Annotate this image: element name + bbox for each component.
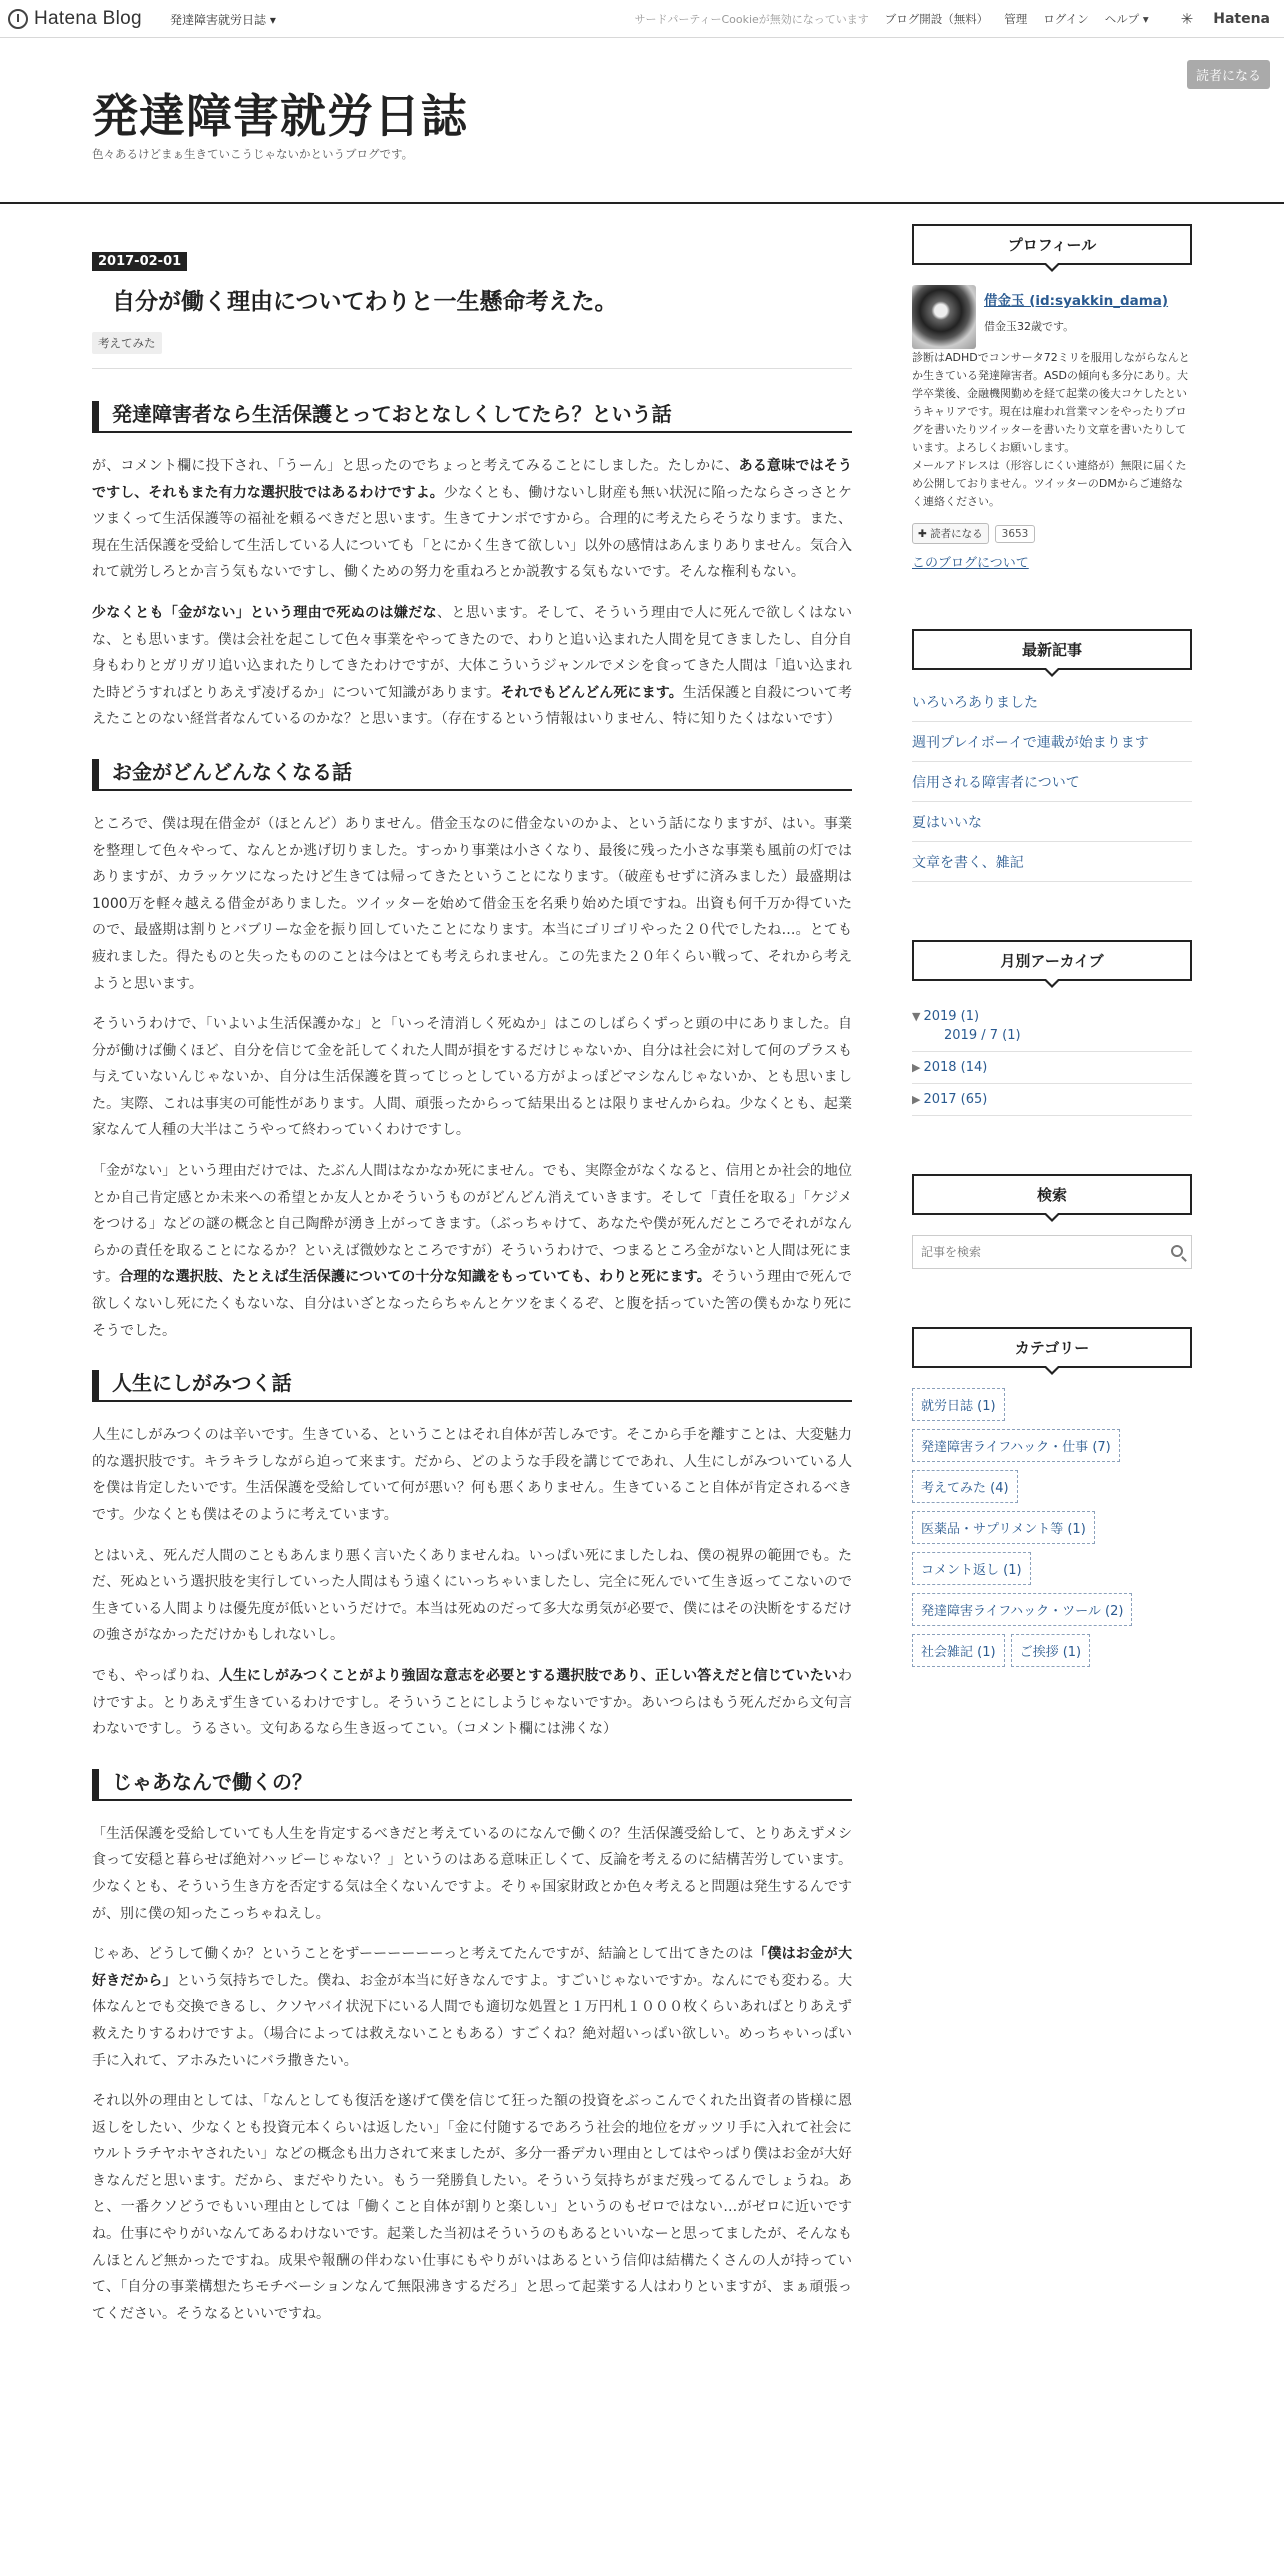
paragraph-text: 生活保護と自殺について考えたことのない経営者なんているのかな？と思います。（存在するという情報はいりません、特に知りたくはないです） [92,684,852,728]
archive-month-link[interactable]: 2019 / 7 (1) [912,1026,1192,1052]
section-heading: 人生にしがみつく話 [92,1370,852,1402]
archive-year-toggle[interactable] [912,1084,1192,1116]
paragraph-text: 「生活保護を受給していても人生を肯定するべきだと考えているのになんで働くの？生活保護受給して、とりあえずメシ食って安穏と暮らせば絶対ハッピーじゃない？」というのはある意味正しくて、反論を考えるのに結構苦労しています。少なくとも、そういう生き方を否定する気は全くないんですよ。そりゃ国家財政とか色々考えると問題は発生するんですが、別に僕の知ったこっちゃねえし。 [92,1825,852,1922]
hatena-blog-logo[interactable] [8,7,142,31]
hatena-top-bar [0,0,1284,38]
subscribe-button-sidebar[interactable]: ✚ 読者になる [912,523,989,544]
paragraph [92,1158,852,1344]
archive-title: 月別アーカイブ [912,940,1192,981]
paragraph [92,453,852,586]
profile-name-link[interactable]: 借金玉 (id:syakkin_dama) [984,293,1169,309]
paragraph-text: そういうわけで、「いよいよ生活保護かな」と「いっそ清消しく死ぬか」はこのしばらくずっと頭の中にありました。自分が働けば働くほど、自分を信じて金を託してくれた人間が損をするだけじゃないか、自分は社会に対して何のプラスも与えていないんじゃないか、自分は生活保護を貰ってじっとしている方がよっぽどマシなんじゃないか、とも思いました。実際、これは事実の可能性があります。人間、頑張ったからって結果出るとは限りませんからね。少なくとも、起業家なんて人種の大半はこうやって終わっていくわけですし。 [92,1016,852,1139]
recent-entry-link[interactable]: 信用される障害者について [912,762,1192,802]
emphasis-text: それでもどんどん死にます。 [500,684,683,701]
sidebar [912,224,1192,1733]
paragraph-text: わけですよ。とりあえず生きているわけですし。そういうことにしようじゃないですか。あいつらはもう死んだから文句言わないですし。うるさい。文句あるなら生き返ってこい。（コメント欄には沸くな） [92,1667,853,1738]
category-link[interactable]: 発達障害ライフハック・ツール (2) [912,1593,1132,1626]
triangle-right-icon: ▶ [912,1061,921,1074]
paragraph [92,1543,852,1649]
hatena-brand-label: Hatena [1213,11,1270,27]
category-link[interactable]: ご挨拶 (1) [1011,1634,1091,1667]
paragraph [92,811,852,997]
profile-subscribe-row [912,523,1192,544]
blog-title[interactable]: 発達障害就労日誌 [92,89,468,143]
category-link[interactable]: 就労日誌 (1) [912,1388,1005,1421]
top-bar-actions [619,0,1270,38]
profile-contact-note: メールアドレスは（形容しにくい連絡が）無限に届くため公開しておりません。ツイッターのDMからご連絡なく連絡ください。 [912,459,1187,508]
search-title: 検索 [912,1174,1192,1215]
cookie-notice[interactable]: サードパーティーCookieが無効になっています [634,13,869,26]
archive-list [912,1001,1192,1116]
paragraph-text: 人生にしがみつくのは辛いです。生きている、ということはそれ自体が苦しみです。そこから手を離すことは、大変魅力的な選択肢です。キラキラしながら迫って来ます。だから、どのような手段を講じてであれ、人生にしがみついている人を僕は肯定したいです。生活保護を受給していて何が悪い？何も悪くありません。生きていること自体が肯定されるべきです。少なくとも僕はそのように考えています。 [92,1427,852,1523]
recent-entries-list [912,690,1192,882]
profile-description: 診断はADHDでコンサータ72ミリを服用しながらなんとか生きている発達障害者。ASDの傾向も多分にあり。大学卒業後、金融機関勤めを経て起業の後大コケしたというキャリアです。現在は雇われ営業マンをやったりブログを書いたりツイッターを書いたり文章を書いたりしています。よろしくお願いします。 [912,351,1190,454]
paragraph [92,2088,852,2327]
hatena-star-icon: ✳ [1180,10,1194,28]
paragraph-text: でも、やっぱりね、 [92,1667,219,1684]
help-menu[interactable]: ヘルプ ▾ [1104,12,1149,26]
paragraph [92,600,852,733]
archive-year-label: 2019 (1) [923,1009,980,1024]
recent-entry-link[interactable]: いろいろありました [912,690,1192,722]
paragraph-text: それ以外の理由としては、「なんとしても復活を遂げて僕を信じて狂った額の投資をぶっこんでくれた出資者の皆様に恩返しをしたい、少なくとも投資元本くらいは返したい」「金に付随するであろう社会的地位をガッツリ手に入れて社会にウルトラチヤホヤされたい」などの概念も出力されて来ましたが、多分一番デカい理由としてはやっぱり僕はお金が大好きなんだと思います。だから、まだやりたい。もう一発勝負したい。そういう気持ちがまだ残ってるんでしょうね。あと、一番クソどうでもいい理由としては「働くこと自体が割りと楽しい」というのもゼロではない…がゼロに近いですね。仕事にやりがいなんてあるわけないです。起業した当初はそういうのもあるといいなーと思ってましたが、そんなもんほとんど無かったですね。成果や報酬の伴わない仕事にもやりがいはあるという信仰は結構たくさんの人が持っていて、「自分の事業構想たちモチベーションなんて無限沸きするだろ」と思って起業する人はわりといますが、まぁ頑張ってください。そうなるといいですね。 [92,2093,852,2322]
entry-body [92,401,852,2327]
profile-module-title: プロフィール [912,224,1192,265]
category-link[interactable]: 考えてみた (4) [912,1470,1018,1503]
category-list [912,1388,1192,1675]
search-input[interactable] [913,1236,1153,1268]
entry-divider [92,368,852,369]
entry-category-tag[interactable]: 考えてみた [92,332,162,354]
category-link[interactable]: 医薬品・サプリメント等 (1) [912,1511,1095,1544]
paragraph-text: そういう理由で死んで欲しくないし死にたくもないな、自分はいざとなったらちゃんとケツをまくるぞ、と腹を括っていた筈の僕もかなり死にそうでした。 [92,1269,852,1339]
blog-header [0,38,1284,204]
paragraph-text: 、と思います。そして、そういう理由で人に死んで欲しくはないな、とも思います。僕は会社を起こして色々事業をやってきたので、わりと追い込まれた人間を見てきましたし、自分自身もわりとガリガリ追い込まれたりしてきたわけですが、大体こういうジャンルでメシを食ってきた人間は「追い込まれた時どうすればとりあえず凌げるか」について知識があります。 [92,604,852,701]
paragraph-text: じゃあ、どうして働くか？ということをずーーーーーーっと考えてたんですが、結論として出てきたのは [92,1946,754,1963]
archive-year-label: 2017 (65) [923,1092,988,1107]
entry-date[interactable]: 2017-02-01 [92,252,187,271]
blog-menu-dropdown[interactable]: 発達障害就労日誌 ▾ [170,13,276,27]
emphasis-text: 少なくとも「金がない」という理由で死ぬのは嫌だな [92,604,437,621]
paragraph [92,1422,852,1528]
search-module [912,1174,1192,1269]
profile-module [912,224,1192,571]
section-heading: じゃあなんで働くの？ [92,1769,852,1801]
categories-module [912,1327,1192,1675]
subscriber-count[interactable]: 3653 [995,525,1036,543]
archive-year-label: 2018 (14) [923,1060,988,1075]
triangle-right-icon: ▶ [912,1093,921,1106]
entry-section [92,759,852,1344]
paragraph [92,1821,852,1927]
categories-title: カテゴリー [912,1327,1192,1368]
search-icon[interactable] [1171,1245,1183,1257]
section-heading: お金がどんどんなくなる話 [92,759,852,791]
entry-title[interactable]: 自分が働く理由についてわりと一生懸命考えた。 [112,289,618,315]
paragraph [92,1663,852,1743]
triangle-down-icon: ▼ [912,1010,921,1023]
emphasis-text: 合理的な選択肢、たとえば生活保護についての十分な知識をもっていても、わりと死にます。 [119,1269,711,1286]
hatena-brand-link[interactable] [1165,10,1270,28]
category-link[interactable]: 発達障害ライフハック・仕事 (7) [912,1429,1120,1462]
profile-summary [912,285,1192,349]
article [92,250,852,2353]
recent-entry-link[interactable]: 文章を書く、雑記 [912,842,1192,882]
paragraph-text: ところで、僕は現在借金が（ほとんど）ありません。借金玉なのに借金ないのかよ、という話になりますが、はい。事業を整理して色々やって、なんとか逃げ切りました。すっかり事業は小さくなり、最後に残った小さな事業も風前の灯ではありますが、カラッケツになったけど生きては帰ってきたということになります。（破産もせずに済みました）最盛期は1000万を軽々越える借金がありました。ツイッターを始めて借金玉を名乗り始めた頃ですね。出資も何千万か得ていたので、最盛期は割りとバブリーな金を振り回していたことになります。本当にゴリゴリやった２０代でしたね…。とても疲れました。得たものと失ったもののことは今はとても考えられません。この先また２０年くらい戦って、それから考えようと思います。 [92,815,852,992]
about-blog-link[interactable]: このブログについて [912,556,1029,571]
profile-info [984,285,1168,349]
paragraph [92,1011,852,1144]
archive-year-toggle[interactable] [912,1052,1192,1084]
recent-entry-link[interactable]: 夏はいいな [912,802,1192,842]
hatena-logo-icon [8,9,28,29]
login-link[interactable]: ログイン [1043,12,1089,26]
section-heading: 発達障害者なら生活保護とっておとなしくしてたら？という話 [92,401,852,433]
avatar[interactable] [912,285,976,349]
archive-module [912,940,1192,1116]
recent-entries-module [912,629,1192,882]
paragraph [92,1941,852,2074]
paragraph-text: が、コメント欄に投下され、「うーん」と思ったのでちょっと考えてみることにしました。たしかに、 [92,458,739,474]
paragraph-text: 少なくとも、働けないし財産も無い状況に陥ったならさっさとケツまくって生活保護等の福祉を頼るべきだと思います。生きてナンボですから。合理的に考えたらそうなります。また、現在生活保護を受給して生活している人についても「とにかく生きて欲しい」以外の感情はあんまりありません。気合入れて就労しろとか言う気もないですし、働くための努力を重ねろとか説教する気もないです。そんな権利もない。 [92,484,853,581]
recent-entry-link[interactable]: 週刊プレイボーイで連載が始まります [912,722,1192,762]
category-link[interactable]: 社会雑記 (1) [912,1634,1005,1667]
entry-section [92,1370,852,1743]
entry-section [92,401,852,733]
archive-year-toggle[interactable] [912,1001,1192,1026]
paragraph-text: 「金がない」という理由だけでは、たぶん人間はなかなか死にません。でも、実際金がなくなると、信用とか社会的地位とか自己肯定感とか未来への希望とか友人とかそういうものがどんどん消えていきます。そして「責任を取る」「ケジメをつける」などの謎の概念と自己陶酔が湧き上がってきます。（ぶっちゃけて、あなたや僕が死んだところでそれがなんらかの責任を取ることになるか？といえば微妙なところですが）そういうわけで、つまるところ金がないと人間は死にます。 [92,1163,852,1286]
paragraph-text: という気持ちでした。僕ね、お金が本当に好きなんですよ。すごいじゃないですか。なんにでも変わる。大体なんとでも交換できるし、クソヤバイ状況下にいる人間でも適切な処置と１万円札１０００枚くらいあればとりあえず救えたりするわけですよ。（場合によっては救えないこともある）すごくね？絶対超いっぱい欲しい。めっちゃいっぱい手に入れて、アホみたいにバラ撒きたい。 [92,1972,852,2069]
admin-link[interactable]: 管理 [1004,12,1028,26]
emphasis-text: 人生にしがみつくことがより強固な意志を必要とする選択肢であり、正しい答えだと信じていたい [218,1667,839,1684]
category-link[interactable]: コメント返し (1) [912,1552,1031,1585]
search-box [912,1235,1192,1269]
hatena-blog-logo-text: Hatena Blog [34,8,142,29]
entry-section [92,1769,852,2328]
paragraph-text: とはいえ、死んだ人間のこともあんまり悪く言いたくありませんね。いっぱい死にましたしね、僕の視界の範囲でも。ただ、死ぬという選択肢を実行していった人間はもう遠くにいっちゃいましたし、完全に死んでいて生き返ってこないので生きている人間よりは優先度が低いというだけで。本当は死ぬのだって多大な勇気が必要で、僕にはその決断をするだけの強さがなかっただけかもしれないし。 [92,1547,852,1644]
emphasis-text: 「僕はお金が大好きだから」 [92,1946,853,1989]
emphasis-text: ある意味ではそうですし、それもまた有力な選択肢ではあるわけですよ。 [92,458,852,501]
blog-description: 色々あるけどまぁ生きていこうじゃないかというブログです。 [92,147,414,161]
start-blog-link[interactable]: ブログ開設（無料） [884,12,989,26]
profile-intro: 借金玉32歳です。 [984,320,1075,333]
subscribe-button-header[interactable]: 読者になる [1187,60,1270,89]
recent-entries-title: 最新記事 [912,629,1192,670]
